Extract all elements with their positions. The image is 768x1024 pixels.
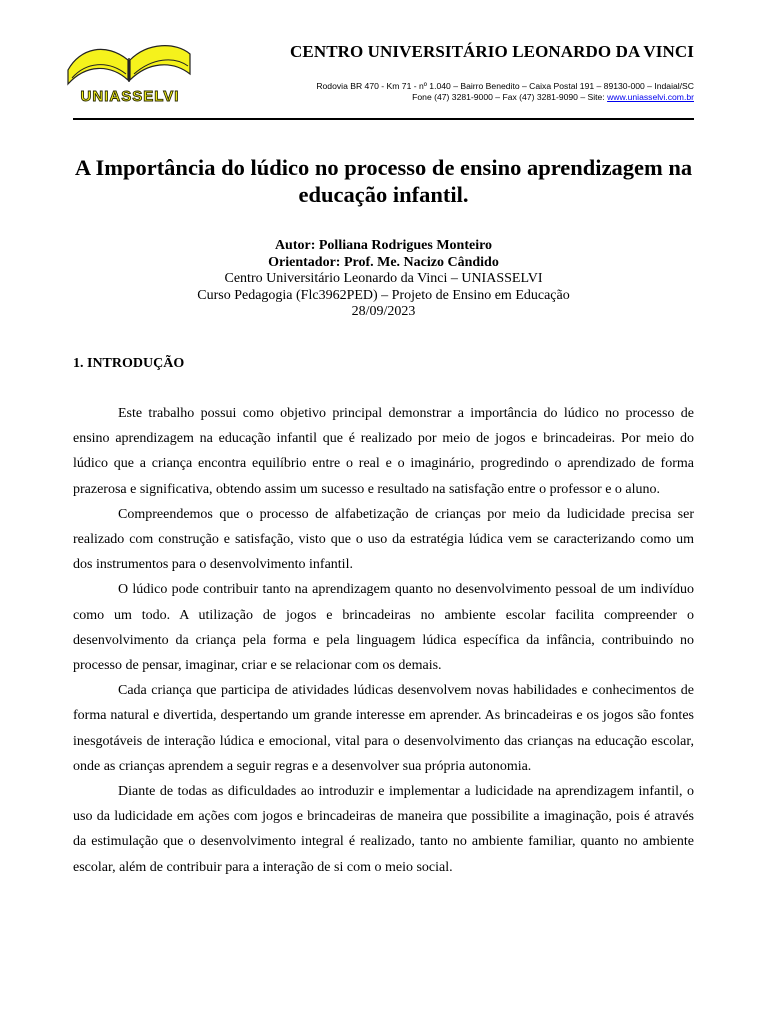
paragraph: Compreendemos que o processo de alfabetização de crianças por meio da ludicidade precisa ser realizado com construção e satisfação, visto que o uso da estratégia lúdica vem se caracterizando como um dos instrumentos para o desenvolvimento infantil. bbox=[73, 506, 694, 573]
contact-text: Fone (47) 3281-9000 – Fax (47) 3281-9090 – Site: bbox=[412, 92, 608, 102]
book-wings-icon bbox=[66, 40, 194, 106]
advisor-line: Orientador: Prof. Me. Nacizo Cândido bbox=[268, 254, 499, 270]
document-meta bbox=[73, 238, 694, 321]
document-title: A Importância do lúdico no processo de ensino aprendizagem na educação infantil. bbox=[74, 155, 693, 207]
address-block bbox=[200, 81, 694, 103]
paragraph: Este trabalho possui como objetivo principal demonstrar a importância do lúdico no processo de ensino aprendizagem na educação infantil que é realizado por meio de jogos e brincadeiras. Por meio do lúdico que a criança encontra equilíbrio entre o real e o imaginário, progredindo o aprendizado de forma prazerosa e significativa, obtendo assim um sucesso e resultado na satisfação entre o professor e o aluno. bbox=[73, 406, 694, 497]
paragraph: Cada criança que participa de atividades lúdicas desenvolvem novas habilidades e conhecimentos de forma natural e divertida, despertando um grande interesse em aprender. As brincadeiras e os jogos são fontes inesgotáveis de interação lúdica e emocional, vital para o desenvolvimento das crianças na educação escolar, onde as crianças aprendem a seguir regras e a desenvolver sua própria autonomia. bbox=[73, 683, 694, 774]
date-line: 28/09/2023 bbox=[351, 304, 416, 319]
uniasselvi-logo bbox=[66, 40, 194, 106]
institution-line: Centro Universitário Leonardo da Vinci – UNIASSELVI bbox=[224, 271, 543, 286]
section-heading: 1. INTRODUÇÃO bbox=[73, 356, 185, 371]
paragraph: O lúdico pode contribuir tanto na aprendizagem quanto no desenvolvimento pessoal de um indivíduo como um todo. A utilização de jogos e brincadeiras no ambiente escolar facilita compreender o desenvolvimento da criança pela forma e pela linguagem lúdica específica da infância, contribuindo no processo de pensar, imaginar, criar e se relacionar com os demais. bbox=[73, 582, 694, 674]
header-divider bbox=[73, 118, 694, 120]
site-link[interactable]: www.uniasselvi.com.br bbox=[607, 92, 694, 102]
author-line: Autor: Polliana Rodrigues Monteiro bbox=[274, 238, 493, 253]
contact-line bbox=[200, 92, 694, 103]
institution-name: CENTRO UNIVERSITÁRIO LEONARDO DA VINCI bbox=[290, 42, 694, 61]
paragraph: Diante de todas as dificuldades ao introduzir e implementar a ludicidade na aprendizagem infantil, o uso da ludicidade em ações com jogos e brincadeiras de maneira que possibilite a imaginação, pois é através da estimulação que o desenvolvimento integral é realizado, tanto no ambiente familiar, quanto no ambiente escolar, além de contribuir para a interação de si com o meio social. bbox=[73, 784, 694, 875]
course-line: Curso Pedagogia (Flc3962PED) – Projeto de Ensino em Educação bbox=[197, 287, 570, 303]
address-line: Rodovia BR 470 - Km 71 - nº 1.040 – Bairro Benedito – Caixa Postal 191 – 89130-000 – Indaial/SC bbox=[316, 81, 694, 91]
body-text bbox=[73, 401, 694, 880]
logo-text: UNIASSELVI bbox=[80, 88, 180, 105]
